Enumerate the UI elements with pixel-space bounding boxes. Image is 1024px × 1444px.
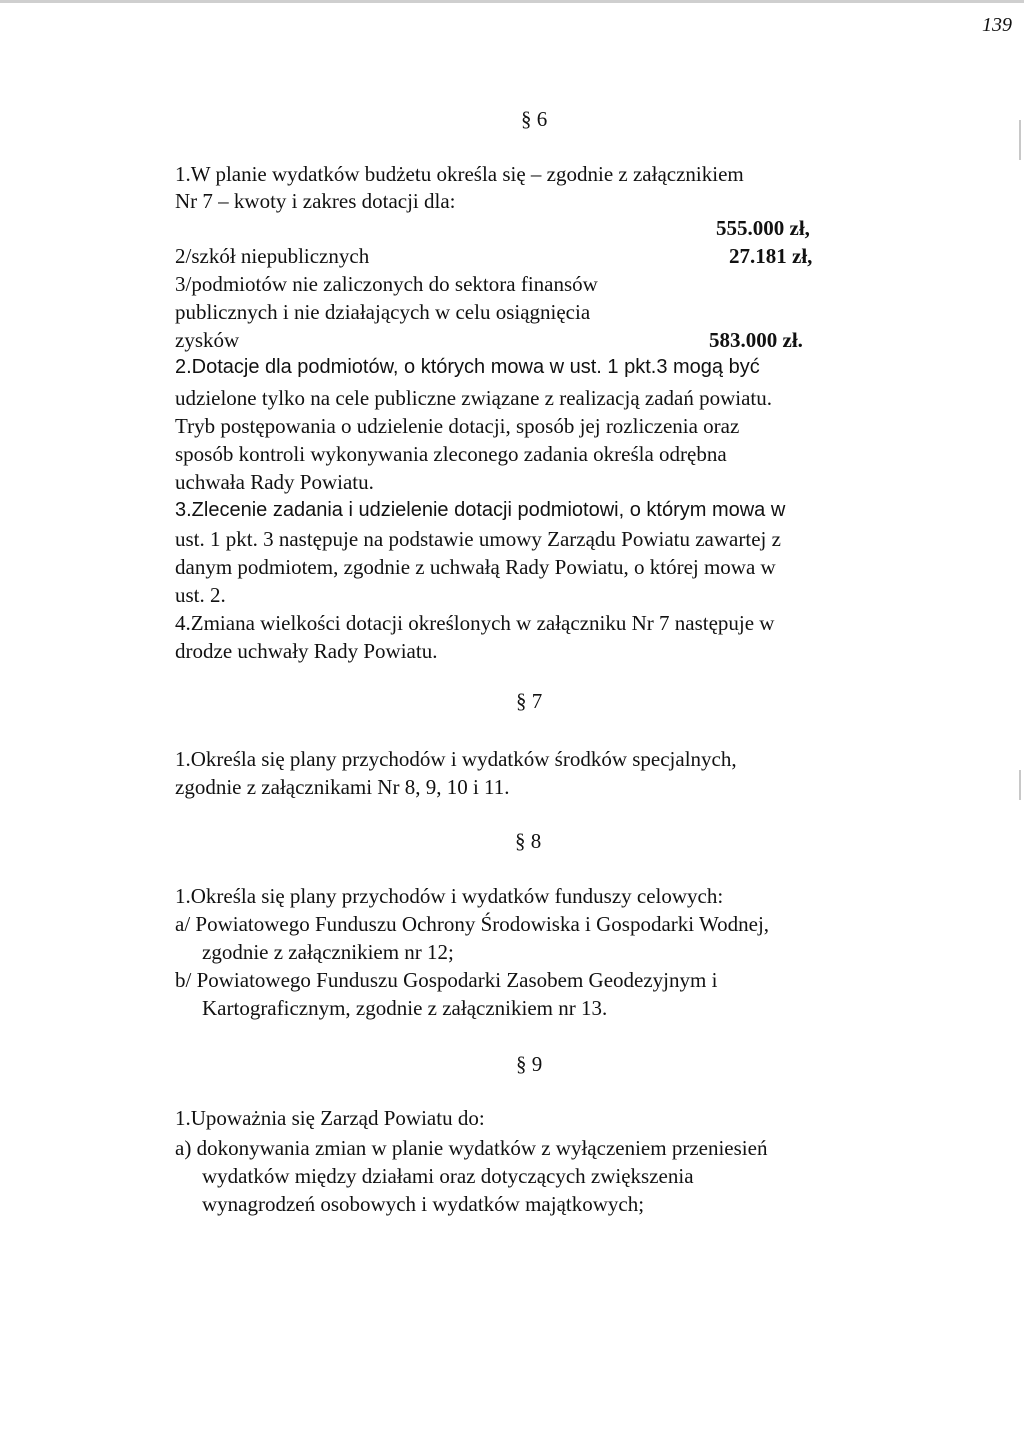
section-6-p2-line3: Tryb postępowania o udzielenie dotacji, sposób jej rozliczenia oraz — [175, 414, 740, 438]
top-scan-rule — [0, 0, 1024, 3]
section-6-p4-line2: drodze uchwały Rady Powiatu. — [175, 639, 438, 663]
amount-item3: 583.000 zł. — [709, 328, 803, 352]
section-6-item1-line2: Nr 7 – kwoty i zakres dotacji dla: — [175, 189, 456, 213]
section-6-p2-line2: udzielone tylko na cele publiczne związane z realizacją zadań powiatu. — [175, 386, 773, 410]
amount-total: 555.000 zł, — [716, 216, 810, 240]
section-9-a-line3: wynagrodzeń osobowych i wydatków majątkowych; — [202, 1192, 645, 1216]
section-8-a-line1: a/ Powiatowego Funduszu Ochrony Środowiska i Gospodarki Wodnej, — [175, 912, 770, 936]
section-7-line1: 1.Określa się plany przychodów i wydatków środków specjalnych, — [175, 747, 737, 771]
section-7-heading: § 7 — [516, 689, 543, 713]
section-6-p2-line1: 2.Dotacje dla podmiotów, o których mowa w ust. 1 pkt.3 mogą być — [175, 356, 760, 378]
section-8-line1: 1.Określa się plany przychodów i wydatków funduszy celowych: — [175, 884, 724, 908]
scan-edge-mark — [1019, 120, 1021, 160]
section-6-p3-line3: danym podmiotem, zgodnie z uchwałą Rady Powiatu, o której mowa w — [175, 555, 776, 579]
section-6-item3-line3: zysków — [175, 328, 240, 352]
section-6-item3-line1: 3/podmiotów nie zaliczonych do sektora finansów — [175, 272, 598, 296]
section-6-p3-line2: ust. 1 pkt. 3 następuje na podstawie umowy Zarządu Powiatu zawartej z — [175, 527, 781, 551]
section-6-item2-label: 2/szkół niepublicznych — [175, 244, 370, 268]
section-7-line2: zgodnie z załącznikami Nr 8, 9, 10 i 11. — [175, 775, 510, 799]
section-6-p3-line1: 3.Zlecenie zadania i udzielenie dotacji podmiotowi, o którym mowa w — [175, 499, 786, 521]
page-number: 139 — [982, 14, 1012, 36]
section-6-item3-line2: publicznych i nie działających w celu osiągnięcia — [175, 300, 591, 324]
section-8-b-line2: Kartograficznym, zgodnie z załącznikiem nr 13. — [202, 996, 608, 1020]
section-8-a-line2: zgodnie z załącznikiem nr 12; — [202, 940, 454, 964]
section-9-a-line2: wydatków między działami oraz dotyczących zwiększenia — [202, 1164, 694, 1188]
section-6-heading: § 6 — [521, 107, 548, 131]
amount-item2: 27.181 zł, — [729, 244, 813, 268]
section-8-heading: § 8 — [515, 829, 542, 853]
section-6-p3-line4: ust. 2. — [175, 583, 226, 607]
section-8-b-line1: b/ Powiatowego Funduszu Gospodarki Zasobem Geodezyjnym i — [175, 968, 718, 992]
section-9-a-line1: a) dokonywania zmian w planie wydatków z wyłączeniem przeniesień — [175, 1136, 768, 1160]
section-9-line1: 1.Upoważnia się Zarząd Powiatu do: — [175, 1106, 485, 1130]
section-6-item1-line1: 1.W planie wydatków budżetu określa się – zgodnie z załącznikiem — [175, 162, 744, 186]
section-9-heading: § 9 — [516, 1052, 543, 1076]
scan-edge-mark — [1019, 770, 1021, 800]
section-6-p4-line1: 4.Zmiana wielkości dotacji określonych w załączniku Nr 7 następuje w — [175, 611, 775, 635]
section-6-p2-line4: sposób kontroli wykonywania zleconego zadania określa odrębna — [175, 442, 727, 466]
section-6-p2-line5: uchwała Rady Powiatu. — [175, 470, 374, 494]
